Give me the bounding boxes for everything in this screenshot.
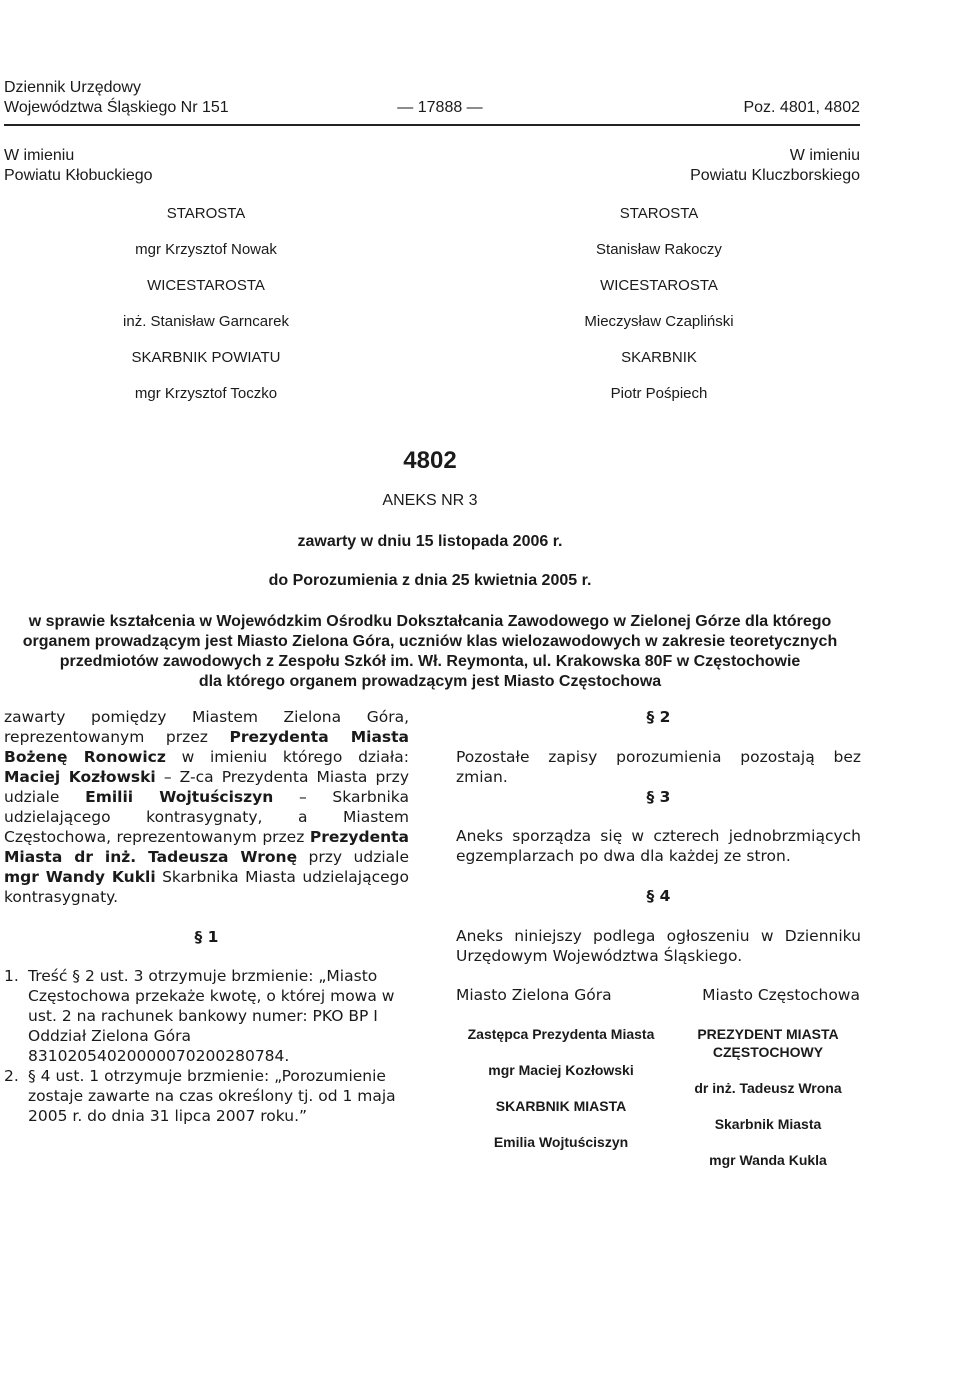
intro-b2: Maciej Kozłowski [4,768,156,786]
zg-sig-0: Zastępca Prezydenta Miasta [467,1026,655,1042]
section-2-text: Pozostałe zapisy porozumienia pozostają bez zmian. [456,748,861,786]
section-1-heading: § 1 [194,928,219,946]
right-on-behalf-line2: Powiatu Kluczborskiego [690,167,860,184]
intro-b3: Emilii Wojtuściszyn [85,788,274,806]
item-number: 1. [4,967,19,985]
annex-title: ANEKS NR 3 [382,492,478,509]
section-3-heading: § 3 [646,788,671,806]
subject-line1: w sprawie kształcenia w Wojewódzkim Ośrodku Dokształcania Zawodowego w Zielonej Górze dla którego [28,613,832,630]
zg-sig-1: mgr Maciej Kozłowski [488,1062,634,1078]
cz-sig-0: PREZYDENT MIASTA CZĘSTOCHOWY [697,1026,839,1060]
intro-t4: – Skarbnika udzielającego kontrasygnaty, a Miastem Częstochowa, reprezentowanym przez [4,788,410,846]
agreement-ref: do Porozumienia z dnia 25 kwietnia 2005 r. [268,572,592,589]
cz-sig-2: Skarbnik Miasta [714,1116,822,1132]
parties-intro [4,707,409,907]
journal-title [4,78,229,118]
list-item [4,1066,409,1126]
position-number: Poz. 4801, 4802 [743,99,860,116]
zg-sig-3: Emilia Wojtuściszyn [493,1134,629,1150]
right-signature-block [509,204,809,420]
sig-l0: STAROSTA [166,205,246,222]
sig-r4: SKARBNIK [621,349,697,366]
sig-r2: WICESTAROSTA [600,277,718,294]
act-number: 4802 [403,447,457,474]
section-3-text: Aneks sporządza się w czterech jednobrzmiących egzemplarzach po dwa dla każdej ze stron. [456,827,861,865]
item-number: 2. [4,1067,19,1085]
intro-t1: zawarty pomiędzy Miastem Zielona Góra, reprezentowanym przez [4,708,409,746]
zg-sig-2: SKARBNIK MIASTA [495,1098,627,1114]
city-zielona-gora: Miasto Zielona Góra [456,986,612,1004]
subject-line2: organem prowadzącym jest Miasto Zielona Góra, uczniów klas wielozawodowych w zakresie teoretycznych [22,633,838,650]
right-on-behalf-line1: W imieniu [789,147,860,164]
left-on-behalf-line2: Powiatu Kłobuckiego [4,167,153,184]
intro-t3: – Z-ca Prezydenta Miasta przy udziale [4,768,409,806]
cz-sig-1: dr inż. Tadeusz Wrona [694,1080,842,1096]
subject-line4: dla którego organem prowadzącym jest Miasto Częstochowa [198,673,662,690]
intro-b1: Prezydenta Miasta Bożenę Ronowicz [4,728,409,766]
section-4-heading: § 4 [646,887,671,905]
sig-l3: inż. Stanisław Garncarek [123,313,289,330]
sig-r5: Piotr Pośpiech [610,385,708,402]
section-2-heading: § 2 [646,708,671,726]
item-text: § 4 ust. 1 otrzymuje brzmienie: „Porozumienie zostaje zawarte na czas określony tj. od 1 maja 2005 r. do dnia 31 lipca 2007 roku.” [28,1067,396,1125]
subject-line3: przedmiotów zawodowych z Zespołu Szkół im. Wł. Reymonta, ul. Krakowska 80F w Częstochowie [59,653,801,670]
sig-r1: Stanisław Rakoczy [596,241,722,258]
sig-l2: WICESTAROSTA [147,277,265,294]
czestochowa-signatures [676,1025,860,1187]
annex-date: zawarty w dniu 15 listopada 2006 r. [297,533,563,550]
intro-b4: Prezydenta Miasta dr inż. Tadeusza Wronę [4,828,409,866]
left-signature-block [56,204,356,420]
intro-t2: w imieniu którego działa: [165,748,409,766]
page-number: — 17888 — [397,99,483,116]
left-on-behalf [4,146,153,186]
list-item [4,966,409,1066]
header-rule [4,124,860,126]
left-on-behalf-line1: W imieniu [4,147,75,164]
section-4-text: Aneks niniejszy podlega ogłoszeniu w Dzienniku Urzędowym Województwa Śląskiego. [456,927,861,965]
intro-t6: Skarbnika Miasta udzielającego kontrasygnaty. [4,868,409,906]
sig-l1: mgr Krzysztof Nowak [135,241,277,258]
city-czestochowa: Miasto Częstochowa [702,986,860,1004]
sig-r0: STAROSTA [619,205,699,222]
subject [0,612,860,692]
section-1-items [4,966,409,1126]
right-on-behalf [560,146,860,186]
intro-b5: mgr Wandy Kukli [4,868,156,886]
sig-l4: SKARBNIK POWIATU [131,349,281,366]
journal-title-line2: Województwa Śląskiego Nr 151 [4,99,229,116]
cz-sig-3: mgr Wanda Kukla [709,1152,827,1168]
journal-title-line1: Dziennik Urzędowy [4,79,141,96]
sig-l5: mgr Krzysztof Toczko [134,385,278,402]
sig-r3: Mieczysław Czapliński [584,313,734,330]
intro-t5: przy udziale [297,848,409,866]
zielona-gora-signatures [456,1025,666,1169]
item-text: Treść § 2 ust. 3 otrzymuje brzmienie: „Miasto Częstochowa przekaże kwotę, o której mowa w ust. 2 na rachunek bankowy numer: PKO BP I Oddział Zielona Góra 83102054020000070200280784. [28,967,395,1065]
